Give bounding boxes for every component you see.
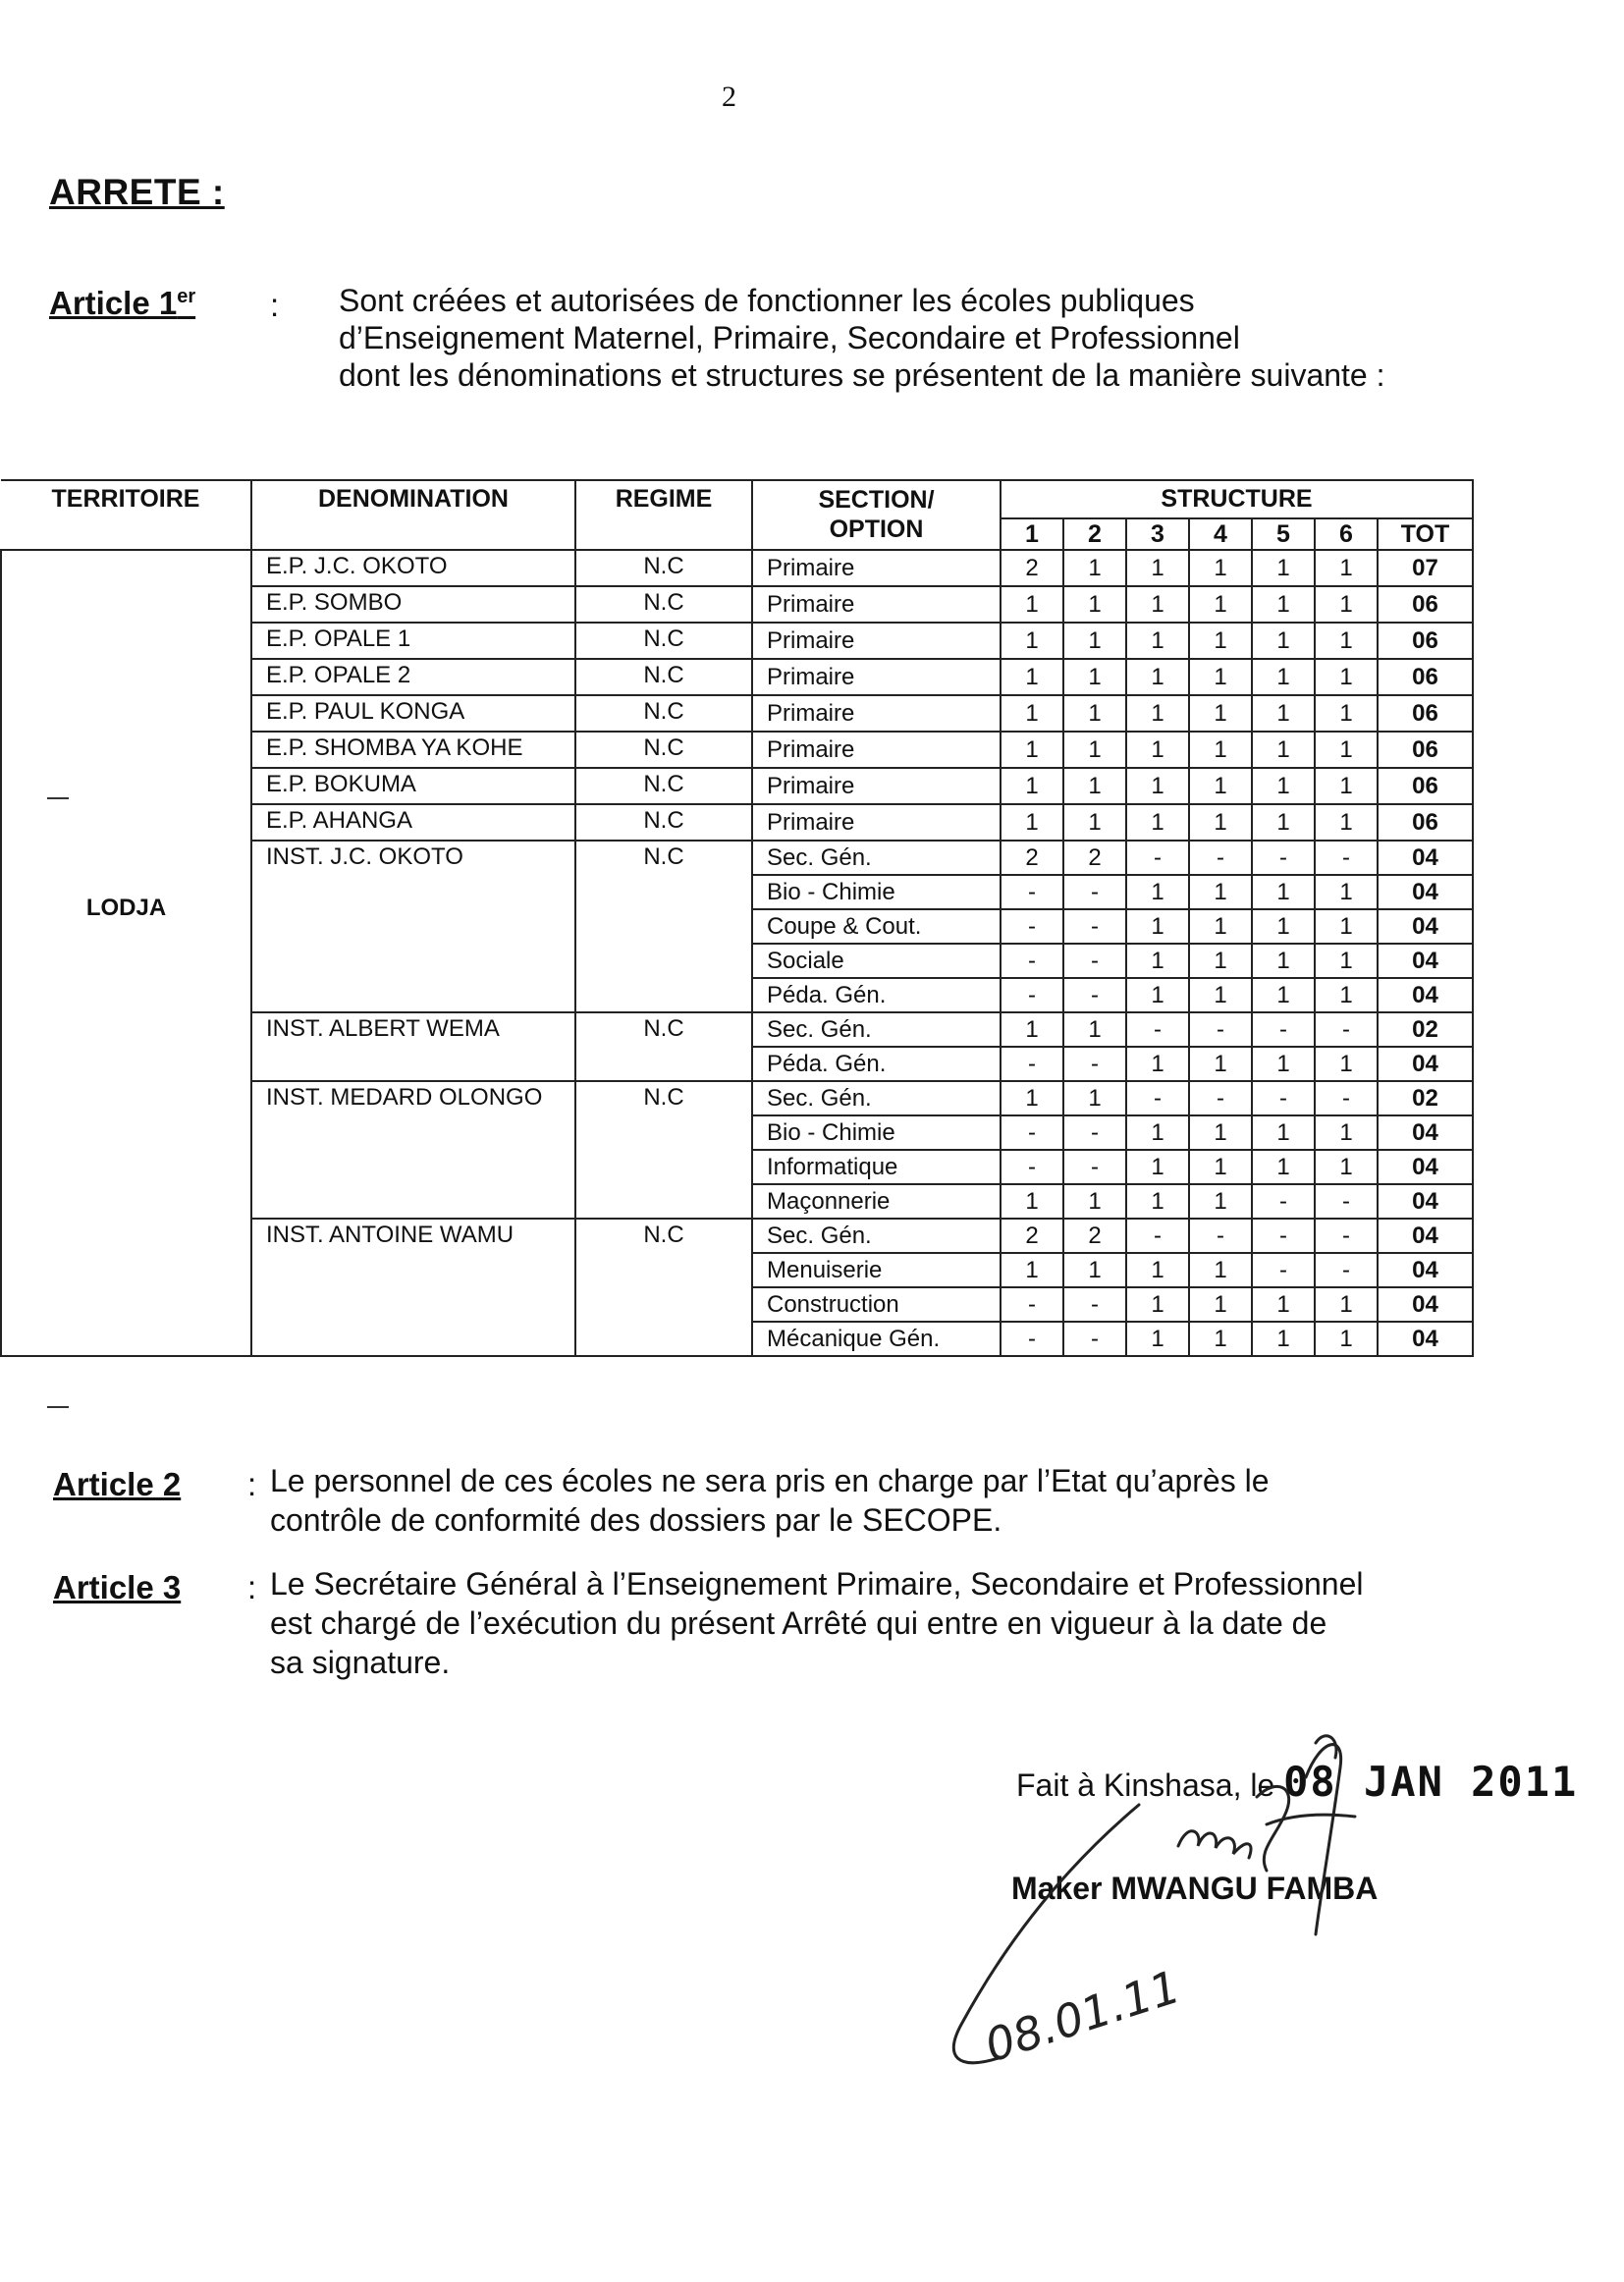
year-4-cell: 1	[1189, 1253, 1252, 1287]
year-1-cell: -	[1001, 944, 1063, 978]
school-name-cell: E.P. SOMBO	[251, 586, 575, 623]
year-1-cell: 1	[1001, 768, 1063, 804]
year-6-cell: -	[1315, 841, 1378, 875]
year-3-cell: 1	[1126, 1184, 1189, 1219]
header-denomination: DENOMINATION	[251, 480, 575, 550]
year-2-cell: -	[1063, 944, 1126, 978]
handwritten-date: 08.01.11	[978, 1959, 1187, 2073]
total-cell: 06	[1378, 732, 1473, 768]
section-option-cell: Coupe & Cout.	[752, 909, 1001, 944]
year-4-cell: 1	[1189, 909, 1252, 944]
article-1-colon: :	[270, 287, 280, 323]
year-6-cell: 1	[1315, 1047, 1378, 1081]
header-year-5: 5	[1252, 518, 1315, 550]
decree-heading: ARRETE :	[49, 172, 225, 212]
regime-cell: N.C	[575, 804, 752, 841]
year-4-cell: 1	[1189, 1115, 1252, 1150]
year-2-cell: 1	[1063, 659, 1126, 695]
year-2-cell: 1	[1063, 695, 1126, 732]
year-2-cell: -	[1063, 1150, 1126, 1184]
school-name-cell: E.P. OPALE 2	[251, 659, 575, 695]
section-option-cell: Primaire	[752, 623, 1001, 659]
regime-cell: N.C	[575, 1219, 752, 1356]
year-3-cell: 1	[1126, 1150, 1189, 1184]
total-cell: 04	[1378, 944, 1473, 978]
total-cell: 02	[1378, 1012, 1473, 1047]
territoire-cell: LODJA	[1, 550, 251, 1356]
year-4-cell: 1	[1189, 1150, 1252, 1184]
year-2-cell: 1	[1063, 1253, 1126, 1287]
year-5-cell: 1	[1252, 909, 1315, 944]
year-5-cell: -	[1252, 841, 1315, 875]
section-option-cell: Primaire	[752, 695, 1001, 732]
year-1-cell: -	[1001, 1150, 1063, 1184]
year-2-cell: 1	[1063, 768, 1126, 804]
year-2-cell: 1	[1063, 1012, 1126, 1047]
year-2-cell: 1	[1063, 586, 1126, 623]
article-3-text: Le Secrétaire Général à l’Enseignement Primaire, Secondaire et Professionnel est chargé de l’exécution du présent Arrêté qui entre en vigueur à la date de sa signature.	[270, 1566, 1364, 1680]
article-2-colon: :	[247, 1466, 257, 1502]
year-1-cell: 1	[1001, 659, 1063, 695]
year-2-cell: -	[1063, 875, 1126, 909]
total-cell: 04	[1378, 1253, 1473, 1287]
year-5-cell: 1	[1252, 1047, 1315, 1081]
year-6-cell: 1	[1315, 1115, 1378, 1150]
year-2-cell: 1	[1063, 1184, 1126, 1219]
total-cell: 06	[1378, 695, 1473, 732]
year-5-cell: -	[1252, 1253, 1315, 1287]
year-2-cell: 2	[1063, 1219, 1126, 1253]
total-cell: 06	[1378, 586, 1473, 623]
year-1-cell: 1	[1001, 1081, 1063, 1115]
article-1-text: Sont créées et autorisées de fonctionner les écoles publiques d’Enseignement Maternel, Primaire, Secondaire et Professionnel dont les dénominations et structures se présentent de la manière suivante :	[339, 283, 1385, 393]
year-6-cell: -	[1315, 1219, 1378, 1253]
year-2-cell: -	[1063, 909, 1126, 944]
year-6-cell: 1	[1315, 875, 1378, 909]
article-3-label: Article 3	[53, 1569, 182, 1605]
year-4-cell: 1	[1189, 978, 1252, 1012]
year-3-cell: 1	[1126, 695, 1189, 732]
total-cell: 06	[1378, 623, 1473, 659]
year-6-cell: 1	[1315, 804, 1378, 841]
year-6-cell: 1	[1315, 1150, 1378, 1184]
header-year-1: 1	[1001, 518, 1063, 550]
total-cell: 06	[1378, 768, 1473, 804]
date-stamp: 08 JAN 2011	[1283, 1758, 1579, 1806]
total-cell: 07	[1378, 550, 1473, 586]
total-cell: 02	[1378, 1081, 1473, 1115]
year-2-cell: 2	[1063, 841, 1126, 875]
total-cell: 04	[1378, 841, 1473, 875]
total-cell: 04	[1378, 1184, 1473, 1219]
section-option-cell: Mécanique Gén.	[752, 1322, 1001, 1356]
year-6-cell: 1	[1315, 732, 1378, 768]
school-name-cell: INST. ALBERT WEMA	[251, 1012, 575, 1081]
total-cell: 06	[1378, 804, 1473, 841]
total-cell: 04	[1378, 978, 1473, 1012]
year-5-cell: 1	[1252, 623, 1315, 659]
year-5-cell: 1	[1252, 659, 1315, 695]
regime-cell: N.C	[575, 841, 752, 1012]
header-section-option: SECTION/ OPTION	[752, 480, 1001, 550]
year-3-cell: 1	[1126, 1047, 1189, 1081]
year-2-cell: 1	[1063, 550, 1126, 586]
year-3-cell: 1	[1126, 659, 1189, 695]
section-option-cell: Maçonnerie	[752, 1184, 1001, 1219]
year-6-cell: -	[1315, 1012, 1378, 1047]
year-2-cell: 1	[1063, 1081, 1126, 1115]
year-5-cell: -	[1252, 1081, 1315, 1115]
year-3-cell: 1	[1126, 978, 1189, 1012]
school-name-cell: E.P. AHANGA	[251, 804, 575, 841]
page-number: 2	[722, 81, 736, 113]
school-name-cell: E.P. SHOMBA YA KOHE	[251, 732, 575, 768]
year-4-cell: 1	[1189, 804, 1252, 841]
year-5-cell: 1	[1252, 1287, 1315, 1322]
year-3-cell: 1	[1126, 1287, 1189, 1322]
year-6-cell: 1	[1315, 659, 1378, 695]
total-cell: 04	[1378, 909, 1473, 944]
year-5-cell: 1	[1252, 586, 1315, 623]
year-4-cell: 1	[1189, 623, 1252, 659]
school-name-cell: INST. ANTOINE WAMU	[251, 1219, 575, 1356]
year-3-cell: 1	[1126, 1115, 1189, 1150]
section-option-cell: Primaire	[752, 586, 1001, 623]
regime-cell: N.C	[575, 695, 752, 732]
section-option-cell: Primaire	[752, 804, 1001, 841]
year-2-cell: 1	[1063, 804, 1126, 841]
year-4-cell: 1	[1189, 1047, 1252, 1081]
section-option-cell: Informatique	[752, 1150, 1001, 1184]
section-option-cell: Bio - Chimie	[752, 1115, 1001, 1150]
year-4-cell: 1	[1189, 732, 1252, 768]
year-1-cell: 1	[1001, 1253, 1063, 1287]
year-1-cell: 2	[1001, 841, 1063, 875]
year-3-cell: 1	[1126, 550, 1189, 586]
year-3-cell: 1	[1126, 875, 1189, 909]
year-6-cell: 1	[1315, 1322, 1378, 1356]
year-3-cell: 1	[1126, 732, 1189, 768]
header-year-3: 3	[1126, 518, 1189, 550]
section-option-cell: Sec. Gén.	[752, 841, 1001, 875]
year-5-cell: -	[1252, 1184, 1315, 1219]
section-option-cell: Péda. Gén.	[752, 1047, 1001, 1081]
total-cell: 04	[1378, 1322, 1473, 1356]
year-1-cell: 1	[1001, 804, 1063, 841]
year-1-cell: 1	[1001, 732, 1063, 768]
year-5-cell: 1	[1252, 695, 1315, 732]
year-6-cell: 1	[1315, 623, 1378, 659]
year-4-cell: 1	[1189, 1322, 1252, 1356]
year-2-cell: -	[1063, 1115, 1126, 1150]
year-1-cell: 1	[1001, 1012, 1063, 1047]
year-1-cell: -	[1001, 1047, 1063, 1081]
year-4-cell: -	[1189, 841, 1252, 875]
article-3-colon: :	[247, 1569, 257, 1605]
year-5-cell: 1	[1252, 944, 1315, 978]
year-1-cell: -	[1001, 1115, 1063, 1150]
article-2-text: Le personnel de ces écoles ne sera pris en charge par l’Etat qu’après le contrôle de conformité des dossiers par le SECOPE.	[270, 1463, 1270, 1538]
total-cell: 04	[1378, 875, 1473, 909]
regime-cell: N.C	[575, 623, 752, 659]
school-name-cell: INST. MEDARD OLONGO	[251, 1081, 575, 1219]
section-option-cell: Primaire	[752, 732, 1001, 768]
year-3-cell: 1	[1126, 909, 1189, 944]
year-5-cell: 1	[1252, 804, 1315, 841]
year-5-cell: -	[1252, 1219, 1315, 1253]
year-1-cell: 1	[1001, 623, 1063, 659]
total-cell: 04	[1378, 1287, 1473, 1322]
regime-cell: N.C	[575, 768, 752, 804]
year-2-cell: -	[1063, 978, 1126, 1012]
section-option-cell: Primaire	[752, 659, 1001, 695]
article-1-label-sup: er	[177, 286, 196, 307]
school-name-cell: E.P. J.C. OKOTO	[251, 550, 575, 586]
year-2-cell: -	[1063, 1322, 1126, 1356]
year-2-cell: 1	[1063, 623, 1126, 659]
header-year-2: 2	[1063, 518, 1126, 550]
school-name-cell: E.P. BOKUMA	[251, 768, 575, 804]
section-option-cell: Construction	[752, 1287, 1001, 1322]
year-4-cell: -	[1189, 1081, 1252, 1115]
year-1-cell: 1	[1001, 695, 1063, 732]
year-4-cell: 1	[1189, 586, 1252, 623]
total-cell: 04	[1378, 1115, 1473, 1150]
total-cell: 04	[1378, 1219, 1473, 1253]
year-6-cell: 1	[1315, 1287, 1378, 1322]
year-3-cell: -	[1126, 1219, 1189, 1253]
year-5-cell: 1	[1252, 978, 1315, 1012]
header-year-4: 4	[1189, 518, 1252, 550]
year-4-cell: 1	[1189, 1184, 1252, 1219]
header-total: TOT	[1378, 518, 1473, 550]
regime-cell: N.C	[575, 659, 752, 695]
year-1-cell: -	[1001, 875, 1063, 909]
year-4-cell: -	[1189, 1012, 1252, 1047]
year-6-cell: 1	[1315, 550, 1378, 586]
year-4-cell: -	[1189, 1219, 1252, 1253]
total-cell: 04	[1378, 1047, 1473, 1081]
year-6-cell: 1	[1315, 909, 1378, 944]
year-6-cell: 1	[1315, 695, 1378, 732]
year-3-cell: 1	[1126, 1253, 1189, 1287]
year-3-cell: 1	[1126, 1322, 1189, 1356]
header-territoire: TERRITOIRE	[1, 480, 251, 550]
year-6-cell: 1	[1315, 978, 1378, 1012]
year-1-cell: 1	[1001, 586, 1063, 623]
year-4-cell: 1	[1189, 659, 1252, 695]
year-3-cell: -	[1126, 1012, 1189, 1047]
year-6-cell: 1	[1315, 768, 1378, 804]
year-4-cell: 1	[1189, 768, 1252, 804]
year-2-cell: 1	[1063, 732, 1126, 768]
school-name-cell: E.P. PAUL KONGA	[251, 695, 575, 732]
regime-cell: N.C	[575, 1081, 752, 1219]
year-5-cell: 1	[1252, 732, 1315, 768]
signatory-name: Maker MWANGU FAMBA	[1011, 1871, 1379, 1906]
section-option-cell: Sec. Gén.	[752, 1219, 1001, 1253]
header-structure: STRUCTURE	[1001, 480, 1473, 518]
regime-cell: N.C	[575, 732, 752, 768]
year-2-cell: -	[1063, 1047, 1126, 1081]
year-6-cell: -	[1315, 1253, 1378, 1287]
school-name-cell: E.P. OPALE 1	[251, 623, 575, 659]
year-5-cell: 1	[1252, 550, 1315, 586]
section-option-cell: Primaire	[752, 768, 1001, 804]
year-3-cell: 1	[1126, 586, 1189, 623]
section-option-cell: Menuiserie	[752, 1253, 1001, 1287]
year-1-cell: -	[1001, 909, 1063, 944]
header-year-6: 6	[1315, 518, 1378, 550]
year-3-cell: 1	[1126, 768, 1189, 804]
total-cell: 04	[1378, 1150, 1473, 1184]
year-4-cell: 1	[1189, 1287, 1252, 1322]
year-1-cell: -	[1001, 1322, 1063, 1356]
year-4-cell: 1	[1189, 550, 1252, 586]
year-4-cell: 1	[1189, 944, 1252, 978]
section-option-cell: Péda. Gén.	[752, 978, 1001, 1012]
section-option-cell: Bio - Chimie	[752, 875, 1001, 909]
year-5-cell: 1	[1252, 1115, 1315, 1150]
regime-cell: N.C	[575, 1012, 752, 1081]
year-5-cell: 1	[1252, 875, 1315, 909]
year-1-cell: -	[1001, 978, 1063, 1012]
year-3-cell: 1	[1126, 623, 1189, 659]
year-4-cell: 1	[1189, 875, 1252, 909]
year-2-cell: -	[1063, 1287, 1126, 1322]
section-option-cell: Sec. Gén.	[752, 1081, 1001, 1115]
year-6-cell: 1	[1315, 586, 1378, 623]
year-5-cell: 1	[1252, 1150, 1315, 1184]
regime-cell: N.C	[575, 586, 752, 623]
year-4-cell: 1	[1189, 695, 1252, 732]
header-regime: REGIME	[575, 480, 752, 550]
section-option-cell: Sec. Gén.	[752, 1012, 1001, 1047]
year-5-cell: 1	[1252, 768, 1315, 804]
year-6-cell: -	[1315, 1184, 1378, 1219]
article-2-label: Article 2	[53, 1466, 182, 1502]
closing-place: Fait à Kinshasa, le	[1016, 1767, 1275, 1803]
year-6-cell: 1	[1315, 944, 1378, 978]
year-1-cell: 2	[1001, 1219, 1063, 1253]
year-3-cell: -	[1126, 1081, 1189, 1115]
year-1-cell: 1	[1001, 1184, 1063, 1219]
year-3-cell: -	[1126, 841, 1189, 875]
school-name-cell: INST. J.C. OKOTO	[251, 841, 575, 1012]
total-cell: 06	[1378, 659, 1473, 695]
regime-cell: N.C	[575, 550, 752, 586]
section-option-cell: Sociale	[752, 944, 1001, 978]
section-option-cell: Primaire	[752, 550, 1001, 586]
year-1-cell: 2	[1001, 550, 1063, 586]
year-5-cell: -	[1252, 1012, 1315, 1047]
year-6-cell: -	[1315, 1081, 1378, 1115]
article-1-label-text: Article 1	[49, 285, 178, 321]
year-3-cell: 1	[1126, 944, 1189, 978]
year-1-cell: -	[1001, 1287, 1063, 1322]
year-3-cell: 1	[1126, 804, 1189, 841]
year-5-cell: 1	[1252, 1322, 1315, 1356]
